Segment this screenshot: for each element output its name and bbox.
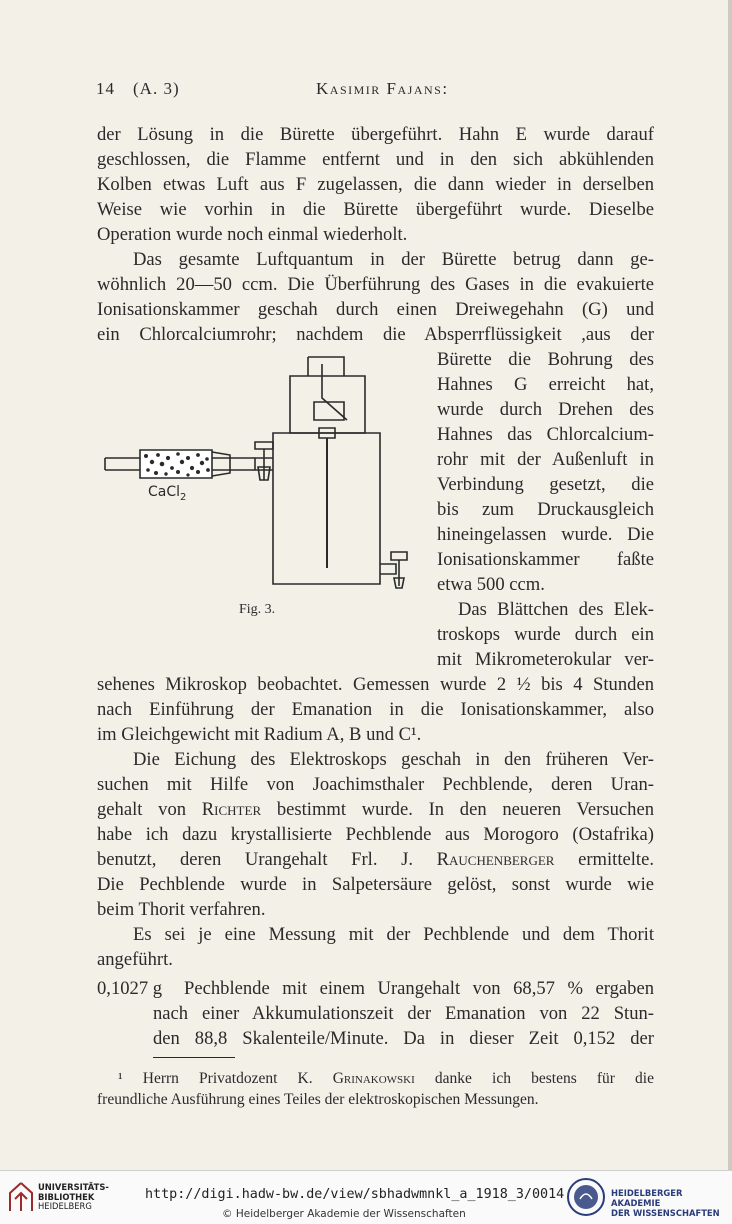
side-text-line: rohr mit der Außenluft in [437, 449, 654, 470]
figure-caption: Fig. 3. [239, 602, 276, 617]
electroscope-housing [290, 376, 365, 433]
running-author: Kasimir Fajans: [316, 79, 449, 98]
text-line: benutzt, deren Urangehalt Frl. J. Rauchenberger ermittelte. [97, 849, 654, 870]
side-text-line: Hahnes das Chlorcalcium- [437, 424, 654, 445]
cacl2-label: CaCl$_2$ [148, 484, 187, 503]
text-line: geschlossen, die Flamme entfernt und in den sich abkühlenden [97, 149, 654, 170]
electroscope-cap [308, 357, 344, 376]
permalink-url[interactable]: http://digi.hadw-bw.de/view/sbhadwmnkl_a_1918_3/0014 [145, 1187, 565, 1202]
measure-line: Pechblende mit einem Urangehalt von 68,57 % ergaben [184, 978, 654, 999]
side-text-line: wurde durch Drehen des [437, 399, 654, 420]
text-line: Das gesamte Luftquantum in der Bürette betrug dann ge- [133, 249, 654, 270]
side-text-line: hineingelassen wurde. Die [437, 524, 654, 545]
academy-seal-icon [566, 1177, 606, 1217]
side-text-line: Verbindung gesetzt, die [437, 474, 654, 495]
text-line: gehalt von Richter bestimmt wurde. In den neueren Versuchen [97, 799, 655, 820]
text-line: suchen mit Hilfe von Joachimsthaler Pechblende, deren Uran- [97, 774, 654, 795]
measure-line: nach einer Akkumulationszeit der Emanation von 22 Stun- [153, 1003, 654, 1024]
name-rauchenberger: Rauchenberger [436, 849, 555, 870]
measure-line: den 88,8 Skalenteile/Minute. Da in dieser Zeit 0,152 der [153, 1028, 654, 1049]
side-text-line: etwa 500 ccm. [437, 574, 545, 595]
text-line: Operation wurde noch einmal wiederholt. [97, 224, 408, 245]
page-number: 14 [96, 79, 115, 98]
text-line: ein Chlorcalciumrohr; nachdem die Absperrflüssigkeit ,aus der [97, 324, 654, 345]
text-line: beim Thorit verfahren. [97, 899, 266, 920]
section-ref: (A. 3) [133, 79, 180, 98]
text-line: wöhnlich 20—50 ccm. Die Überführung des Gases in die evakuierte [97, 274, 654, 295]
measure-label: 0,1027 g [97, 978, 163, 999]
text-line: Kolben etwas Luft aus F zugelassen, die dann wieder in derselben [97, 174, 654, 195]
text-line: der Lösung in die Bürette übergeführt. Hahn E wurde darauf [97, 124, 654, 145]
text-line: Die Eichung des Elektroskops geschah in den früheren Ver- [133, 749, 654, 770]
side-text-line: Bürette die Bohrung des [437, 349, 654, 370]
text-line: Es sei je eine Messung mit der Pechblende und dem Thorit [133, 924, 654, 945]
text-line: Weise wie vorhin in die Bürette übergeführt wurde. Dieselbe [97, 199, 654, 220]
side-text-line: Das Blättchen des Elek- [458, 599, 654, 620]
text-line: sehenes Mikroskop beobachtet. Gemessen wurde 2 ½ bis 4 Stunden [97, 674, 654, 695]
side-text-line: mit Mikrometerokular ver- [437, 649, 654, 670]
page-edge [728, 0, 732, 1170]
text-line: Die Pechblende wurde in Salpetersäure gelöst, sonst wurde wie [97, 874, 654, 895]
library-logo-icon [8, 1181, 34, 1213]
text-line: angeführt. [97, 949, 173, 970]
side-text-line: troskops wurde durch ein [437, 624, 654, 645]
text-line: habe ich dazu krystallisierte Pechblende aus Morogoro (Ostafrika) [97, 824, 654, 845]
footnote-line: ¹ Herrn Privatdozent K. Grinakowski danke ich bestens für die [118, 1070, 654, 1087]
name-richter: Richter [201, 799, 262, 820]
viewer-footer [0, 1170, 732, 1224]
apparatus-figure [100, 350, 420, 600]
academy-name: HEIDELBERGER AKADEMIE DER WISSENSCHAFTEN [611, 1188, 720, 1218]
side-text-line: bis zum Druckausgleich [437, 499, 654, 520]
library-name: UNIVERSITÄTS- BIBLIOTHEK HEIDELBERG [38, 1182, 109, 1211]
stopcock-g [391, 552, 407, 560]
side-text-line: Ionisationskammer faßte [437, 549, 654, 570]
footnote-rule [153, 1057, 235, 1058]
text-line: nach Einführung der Emanation in die Ionisationskammer, also [97, 699, 654, 720]
name-grinakowski: Grinakowski [332, 1070, 415, 1087]
text-line: im Gleichgewicht mit Radium A, B und C¹. [97, 724, 422, 745]
footnote-line: freundliche Ausführung eines Teiles der elektroskopischen Messungen. [97, 1091, 539, 1108]
text-line: Ionisationskammer geschah durch einen Dreiwegehahn (G) und [97, 299, 654, 320]
copyright-notice: © Heidelberger Akademie der Wissenschaften [222, 1208, 466, 1220]
side-text-line: Hahnes G erreicht hat, [437, 374, 654, 395]
